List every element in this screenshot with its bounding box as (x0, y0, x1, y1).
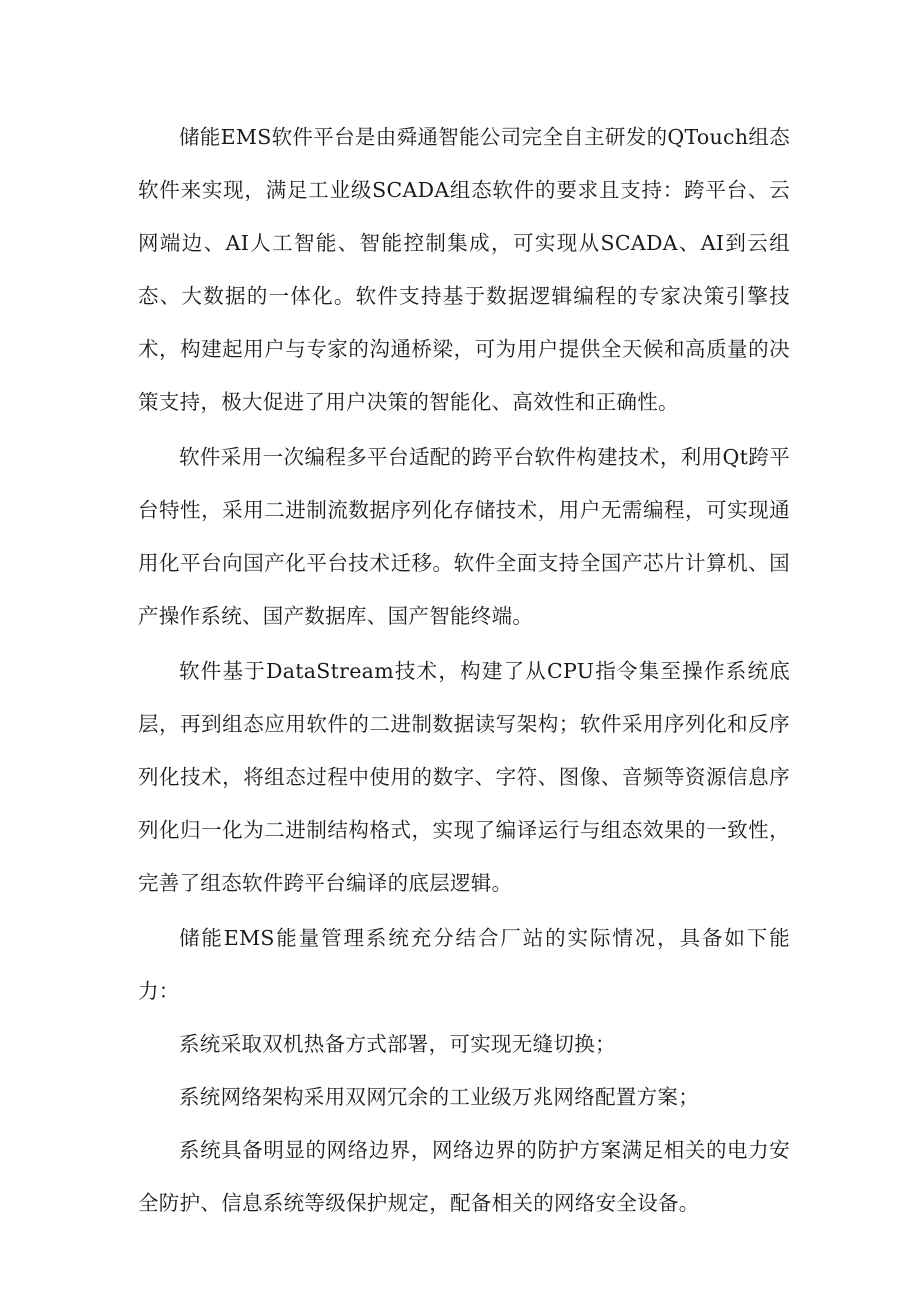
paragraph-ems-platform: 储能EMS软件平台是由舜通智能公司完全自主研发的QTouch组态软件来实现，满足工业级SCADA组态软件的要求且支持：跨平台、云网端边、AI人工智能、智能控制集成，可实现从SCADA、AI到云组态、大数据的一体化。软件支持基于数据逻辑编程的专家决策引擎技术，构建起用户与专家的沟通桥梁，可为用户提供全天候和高质量的决策支持，极大促进了用户决策的智能化、高效性和正确性。 (138, 125, 790, 414)
paragraph-datastream: 软件基于DataStream技术，构建了从CPU指令集至操作系统底层，再到组态应用软件的二进制数据读写架构；软件采用序列化和反序列化技术，将组态过程中使用的数字、字符、图像、音频等资源信息序列化归一化为二进制结构格式，实现了编译运行与组态效果的一致性，完善了组态软件跨平台编译的底层逻辑。 (138, 659, 790, 895)
paragraph-cross-platform: 软件采用一次编程多平台适配的跨平台软件构建技术，利用Qt跨平台特性，采用二进制流数据序列化存储技术，用户无需编程，可实现通用化平台向国产化平台技术迁移。软件全面支持全国产芯片计算机、国产操作系统、国产数据库、国产智能终端。 (138, 445, 790, 628)
document-body (138, 111, 790, 1232)
paragraph-network-boundary: 系统具备明显的网络边界，网络边界的防护方案满足相关的电力安全防护、信息系统等级保护规定，配备相关的网络安全设备。 (138, 1138, 790, 1215)
paragraph-capabilities-intro: 储能EMS能量管理系统充分结合厂站的实际情况，具备如下能力： (138, 926, 790, 1003)
paragraph-hot-standby: 系统采取双机热备方式部署，可实现无缝切换； (179, 1032, 616, 1056)
paragraph-redundant-network: 系统网络架构采用双网冗余的工业级万兆网络配置方案； (179, 1085, 699, 1109)
